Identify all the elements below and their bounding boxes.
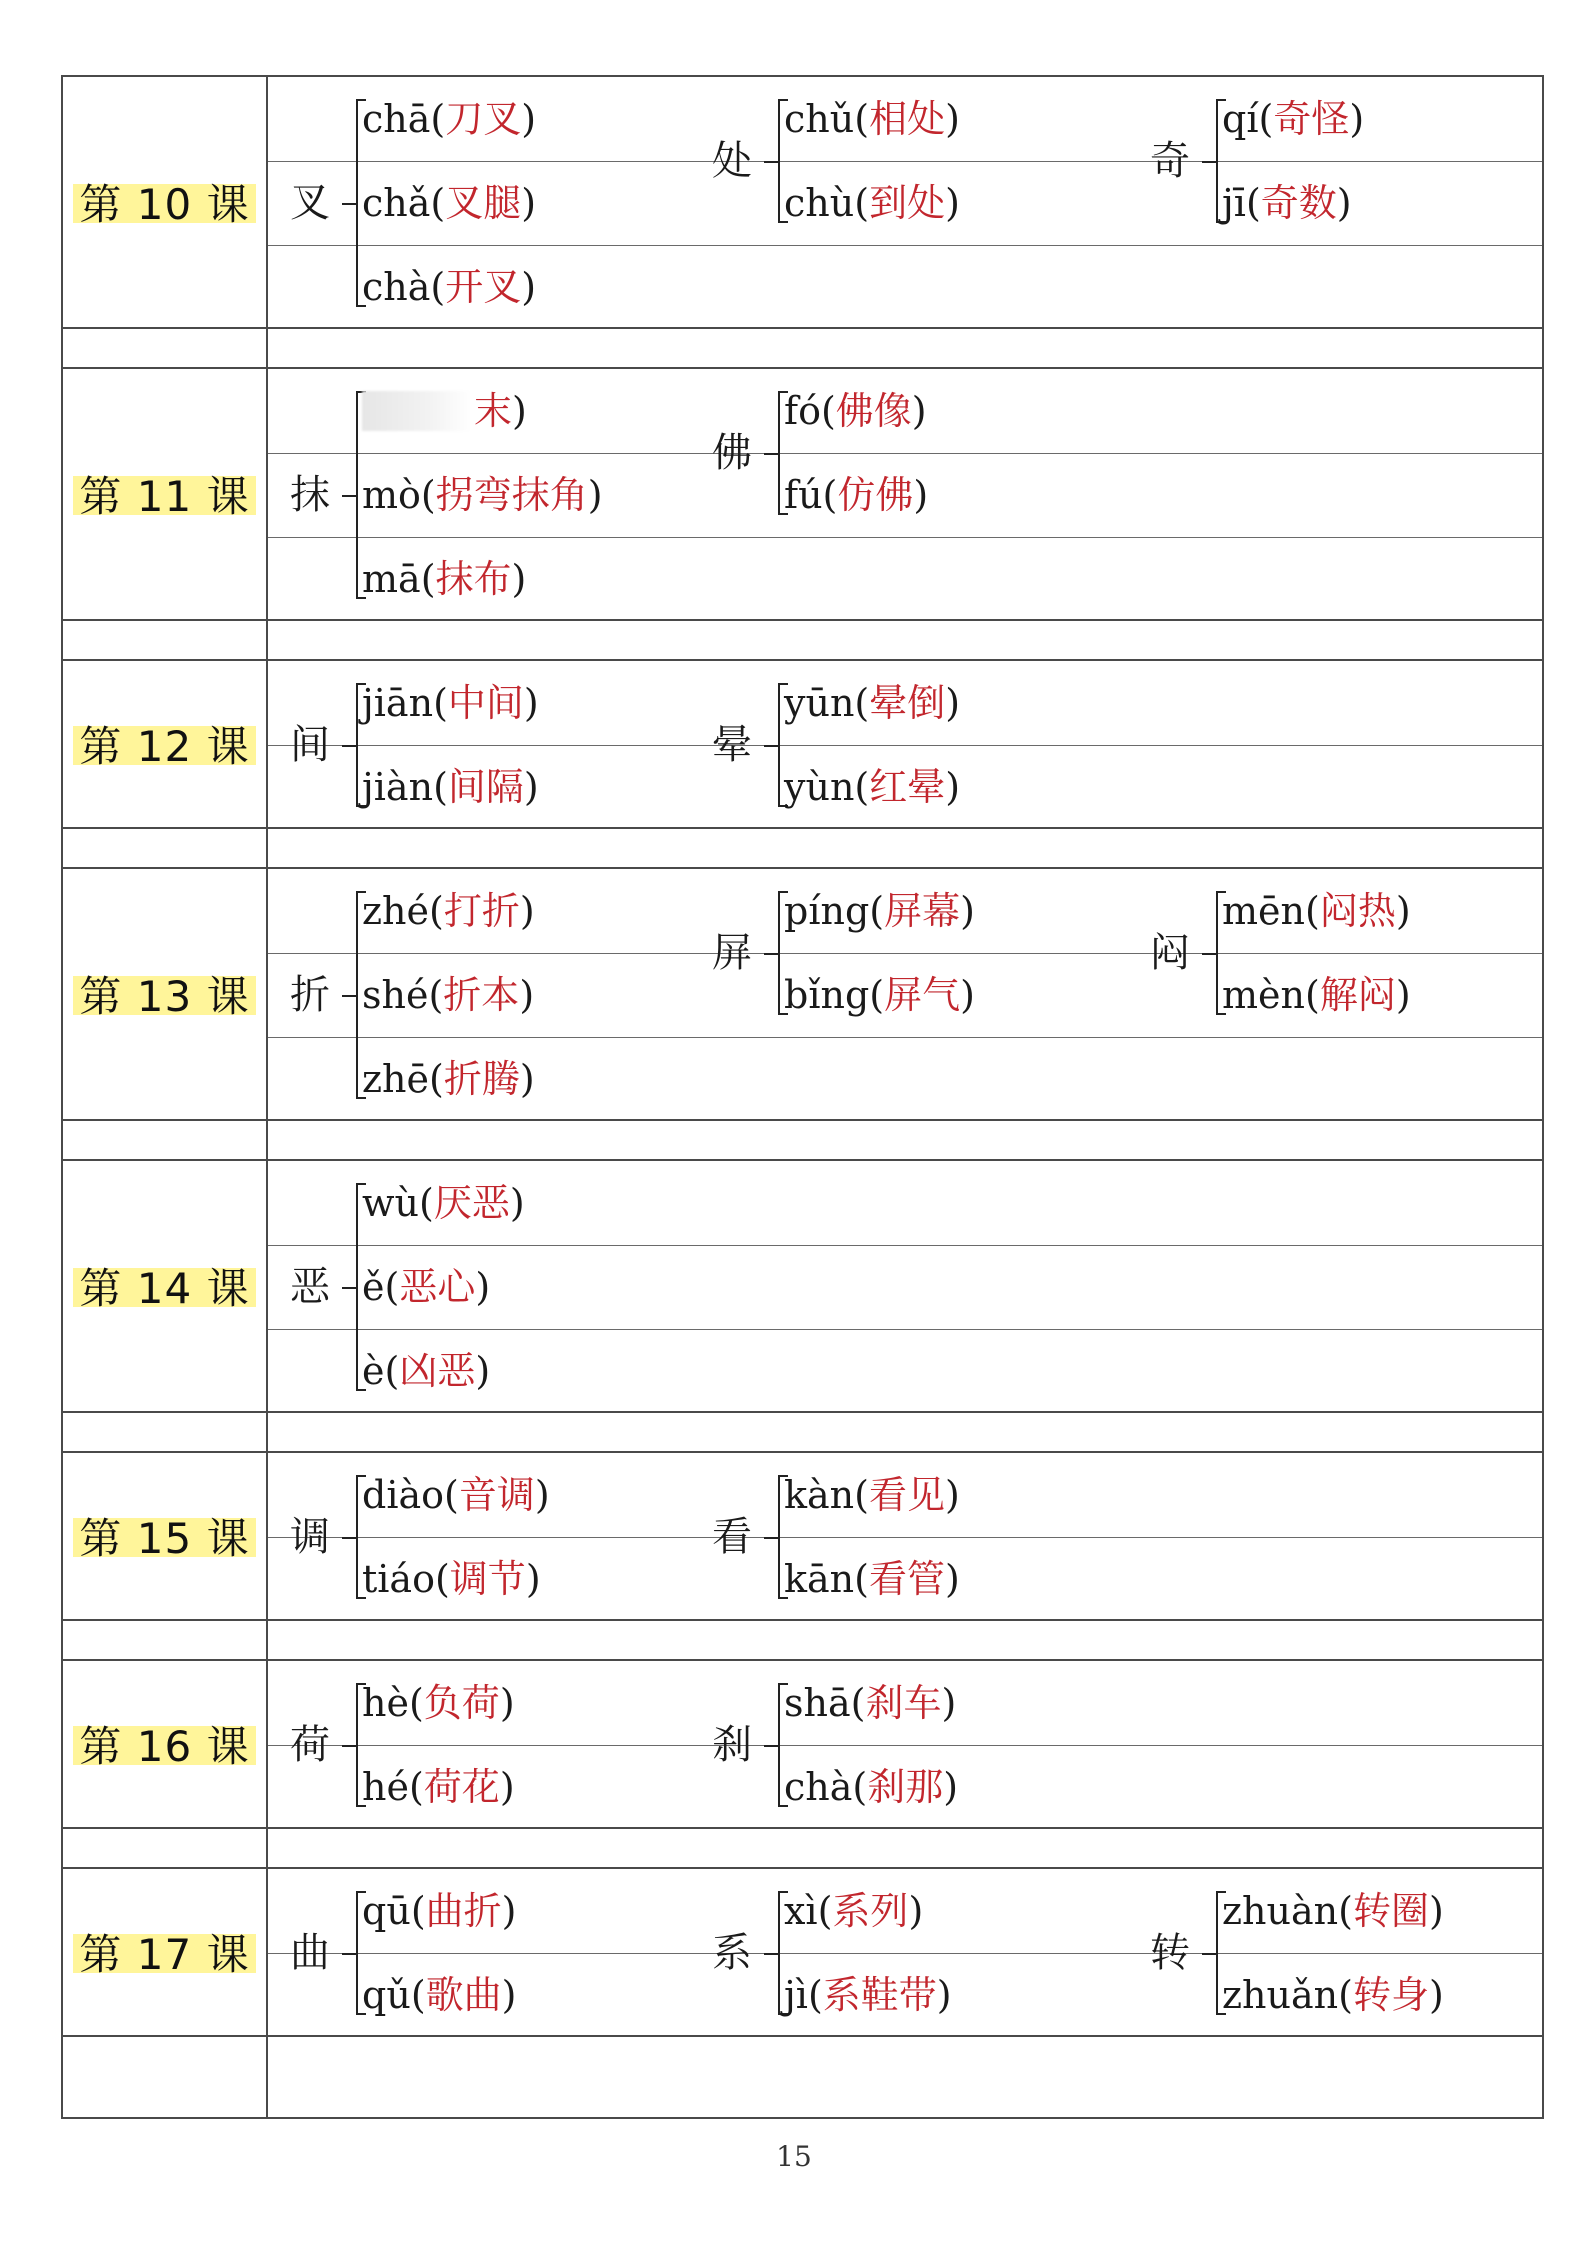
row-rule <box>268 745 1542 746</box>
lesson-row <box>63 1453 1542 1621</box>
blank-row <box>63 2037 1542 2119</box>
brace-tick <box>764 953 778 955</box>
close-paren: ) <box>945 765 961 809</box>
lesson-row <box>63 1161 1542 1413</box>
pinyin: qí <box>1222 97 1259 141</box>
pronunciation-entry <box>362 1681 515 1725</box>
lesson-label-cell <box>63 1661 268 1827</box>
close-paren: ) <box>936 1973 952 2017</box>
pronunciation-entry <box>362 765 539 809</box>
open-paren: ( <box>807 1973 823 2017</box>
example-word: 打折 <box>443 889 520 933</box>
row-rule <box>268 245 1542 246</box>
pinyin: bǐng <box>784 973 870 1017</box>
polyphone-character: 刹 <box>712 1722 752 1768</box>
brace-tick <box>764 161 778 163</box>
example-word: 折腾 <box>443 1057 520 1101</box>
brace-tick <box>764 1745 778 1747</box>
pinyin: píng <box>784 889 870 933</box>
polyphone-character: 晕 <box>712 722 752 768</box>
column-divider <box>266 1121 268 1159</box>
example-word: 奇怪 <box>1273 97 1350 141</box>
close-paren: ) <box>501 1973 517 2017</box>
lesson-title: 第 12 课 <box>73 714 255 774</box>
pinyin: mēn <box>1222 889 1305 933</box>
pinyin: jiàn <box>362 765 434 809</box>
lesson-title: 第 15 课 <box>73 1506 255 1566</box>
lesson-content-cell <box>268 1661 1542 1827</box>
brace-tick <box>342 203 356 205</box>
brace-tick <box>764 745 778 747</box>
pinyin: hè <box>362 1681 409 1725</box>
lesson-label-cell <box>63 369 268 619</box>
pronunciation-entry <box>784 1557 960 1601</box>
pronunciation-entry <box>1222 181 1352 225</box>
pronunciation-entry <box>362 1349 490 1393</box>
open-paren: ( <box>428 973 444 1017</box>
column-divider <box>266 329 268 367</box>
pinyin: è <box>362 1349 385 1393</box>
close-paren: ) <box>1428 1973 1444 2017</box>
brace-tick <box>764 453 778 455</box>
example-word: 看见 <box>868 1473 945 1517</box>
close-paren: ) <box>945 681 961 725</box>
close-paren: ) <box>523 681 539 725</box>
blank-row <box>63 829 1542 869</box>
example-word: 佛像 <box>835 389 912 433</box>
open-paren: ( <box>420 557 436 601</box>
close-paren: ) <box>519 1057 535 1101</box>
example-word: 闷热 <box>1319 889 1396 933</box>
close-paren: ) <box>1395 973 1411 1017</box>
close-paren: ) <box>913 473 929 517</box>
lesson-row <box>63 369 1542 621</box>
close-paren: ) <box>941 1681 957 1725</box>
pronunciation-entry <box>1222 1973 1444 2017</box>
example-word: 中间 <box>447 681 524 725</box>
example-word: 刹那 <box>867 1765 944 1809</box>
close-paren: ) <box>512 389 527 433</box>
pinyin: xì <box>784 1889 818 1933</box>
pronunciation-entry <box>1222 973 1411 1017</box>
pronunciation-entry <box>784 889 975 933</box>
polyphone-character: 系 <box>712 1930 752 1976</box>
polyphone-character: 处 <box>712 138 752 184</box>
pinyin: wù <box>362 1181 419 1225</box>
close-paren: ) <box>1349 97 1365 141</box>
blank-row <box>63 1121 1542 1161</box>
blank-row <box>63 1413 1542 1453</box>
example-word: 厌恶 <box>433 1181 510 1225</box>
lesson-title: 第 13 课 <box>73 964 255 1024</box>
example-word: 刹车 <box>865 1681 942 1725</box>
open-paren: ( <box>869 889 885 933</box>
pinyin: shā <box>784 1681 851 1725</box>
pronunciation-entry <box>784 181 960 225</box>
row-rule <box>268 161 1542 162</box>
pinyin: shé <box>362 973 429 1017</box>
example-word: 看管 <box>868 1557 945 1601</box>
pronunciation-entry <box>1222 889 1411 933</box>
open-paren: ( <box>854 181 870 225</box>
pronunciation-entry <box>784 473 928 517</box>
brace-tick <box>342 995 356 997</box>
open-paren: ( <box>817 1889 833 1933</box>
polyphone-character: 佛 <box>712 430 752 476</box>
example-word: 荷花 <box>423 1765 500 1809</box>
close-paren: ) <box>519 889 535 933</box>
example-word: 屏气 <box>884 973 961 1017</box>
pinyin: qǔ <box>362 1973 411 2017</box>
brace-tick <box>342 1745 356 1747</box>
pinyin: zhé <box>362 889 429 933</box>
row-rule <box>268 1329 1542 1330</box>
close-paren: ) <box>521 97 537 141</box>
close-paren: ) <box>945 97 960 141</box>
pronunciation-entry <box>784 765 960 809</box>
lesson-label-cell <box>63 661 268 827</box>
open-paren: ( <box>822 473 838 517</box>
pinyin: jì <box>784 1973 808 2017</box>
example-word: 开叉 <box>445 265 522 309</box>
pinyin: yūn <box>784 681 855 725</box>
brace-tick <box>1202 953 1216 955</box>
polyphone-character: 奇 <box>1150 138 1190 184</box>
close-paren: ) <box>943 1765 959 1809</box>
close-paren: ) <box>908 1889 924 1933</box>
pinyin: chà <box>362 265 431 309</box>
pronunciation-entry <box>362 97 536 141</box>
pinyin: zhē <box>362 1057 429 1101</box>
pinyin: mā <box>362 557 421 601</box>
lesson-label-cell <box>63 1453 268 1619</box>
pinyin: chù <box>784 181 855 225</box>
pinyin: jī <box>1222 181 1246 225</box>
example-word: 解闷 <box>1319 973 1396 1017</box>
example-word: 转圈 <box>1352 1889 1429 1933</box>
example-word: 屏幕 <box>884 889 961 933</box>
obscured-region <box>362 391 472 431</box>
lesson-title: 第 11 课 <box>73 464 255 524</box>
open-paren: ( <box>854 681 870 725</box>
polyphone-table <box>61 75 1544 2119</box>
pronunciation-entry <box>362 1889 516 1933</box>
polyphone-character: 屏 <box>712 930 752 976</box>
pronunciation-entry <box>362 1557 541 1601</box>
polyphone-character: 曲 <box>290 1930 330 1976</box>
close-paren: ) <box>1428 1889 1444 1933</box>
open-paren: ( <box>428 1057 444 1101</box>
row-rule <box>268 1537 1542 1538</box>
blank-row <box>63 1621 1542 1661</box>
pronunciation-entry <box>784 1765 958 1809</box>
pronunciation-entry <box>784 1681 956 1725</box>
lesson-content-cell <box>268 869 1542 1119</box>
pinyin: ě <box>362 1265 385 1309</box>
close-paren: ) <box>960 889 975 933</box>
close-paren: ) <box>475 1349 491 1393</box>
pinyin: zhuǎn <box>1222 1973 1339 2017</box>
example-word: 到处 <box>869 181 946 225</box>
example-word: 系鞋带 <box>822 1973 937 2017</box>
pinyin: diào <box>362 1473 445 1517</box>
close-paren: ) <box>945 1557 960 1601</box>
close-paren: ) <box>587 473 603 517</box>
open-paren: ( <box>433 681 448 725</box>
pronunciation-entry <box>784 1889 923 1933</box>
polyphone-character: 抹 <box>290 472 330 518</box>
pronunciation-entry <box>1222 1889 1444 1933</box>
row-rule <box>268 1037 1542 1038</box>
example-word: 系列 <box>832 1889 909 1933</box>
pronunciation-entry <box>362 181 536 225</box>
close-paren: ) <box>521 181 537 225</box>
close-paren: ) <box>501 1889 517 1933</box>
lesson-content-cell <box>268 661 1542 827</box>
pronunciation-entry <box>784 1973 952 2017</box>
lesson-label-cell <box>63 1161 268 1411</box>
example-word: 折本 <box>443 973 520 1017</box>
page-number: 15 <box>776 2140 812 2173</box>
open-paren: ( <box>854 1473 869 1517</box>
pinyin: chǎ <box>362 181 431 225</box>
open-paren: ( <box>430 181 446 225</box>
pinyin: qū <box>362 1889 411 1933</box>
pinyin: tiáo <box>362 1557 435 1601</box>
blank-row <box>63 329 1542 369</box>
pronunciation-entry <box>362 265 536 309</box>
example-word: 负荷 <box>423 1681 500 1725</box>
open-paren: ( <box>1338 1889 1353 1933</box>
polyphone-character: 折 <box>290 972 330 1018</box>
example-word: 奇数 <box>1260 181 1337 225</box>
pronunciation-entry <box>362 889 535 933</box>
polyphone-character: 恶 <box>290 1264 330 1310</box>
pronunciation-entry <box>784 973 975 1017</box>
pinyin: chǔ <box>784 97 855 141</box>
row-rule <box>268 953 1542 954</box>
open-paren: ( <box>384 1265 400 1309</box>
open-paren: ( <box>428 889 444 933</box>
row-rule <box>268 1953 1542 1954</box>
brace-tick <box>1202 161 1216 163</box>
open-paren: ( <box>854 97 870 141</box>
close-paren: ) <box>1336 181 1352 225</box>
pinyin: hé <box>362 1765 409 1809</box>
close-paren: ) <box>960 973 975 1017</box>
open-paren: ( <box>1258 97 1274 141</box>
lesson-label-cell <box>63 869 268 1119</box>
open-paren: ( <box>850 1681 866 1725</box>
example-word: 转身 <box>1352 1973 1429 2017</box>
open-paren: ( <box>852 1765 868 1809</box>
close-paren: ) <box>945 1473 960 1517</box>
lesson-row <box>63 661 1542 829</box>
pinyin: kàn <box>784 1473 855 1517</box>
open-paren: ( <box>854 765 870 809</box>
open-paren: ( <box>1305 889 1320 933</box>
lesson-row <box>63 77 1542 329</box>
open-paren: ( <box>384 1349 400 1393</box>
close-paren: ) <box>511 557 527 601</box>
pinyin: mò <box>362 473 421 517</box>
lesson-row <box>63 869 1542 1121</box>
close-paren: ) <box>521 265 537 309</box>
pinyin: zhuàn <box>1222 1889 1339 1933</box>
open-paren: ( <box>433 765 448 809</box>
open-paren: ( <box>820 389 836 433</box>
lesson-content-cell <box>268 1453 1542 1619</box>
lesson-title: 第 17 课 <box>73 1922 255 1982</box>
column-divider <box>266 829 268 867</box>
pinyin: mèn <box>1222 973 1305 1017</box>
lesson-title: 第 16 课 <box>73 1714 255 1774</box>
lesson-row <box>63 1661 1542 1829</box>
close-paren: ) <box>475 1265 491 1309</box>
pronunciation-entry <box>362 1265 490 1309</box>
polyphone-character: 间 <box>290 722 330 768</box>
close-paren: ) <box>525 1557 541 1601</box>
brace-tick <box>764 1953 778 1955</box>
pronunciation-entry <box>784 1473 960 1517</box>
column-divider <box>266 1829 268 1867</box>
polyphone-character: 看 <box>712 1514 752 1560</box>
pinyin: kān <box>784 1557 855 1601</box>
example-word: 末 <box>474 389 513 433</box>
pinyin: fó <box>784 389 821 433</box>
lesson-content-cell <box>268 1161 1542 1411</box>
pronunciation-entry <box>362 1765 515 1809</box>
example-word: 晕倒 <box>869 681 946 725</box>
row-rule <box>268 453 1542 454</box>
column-divider <box>266 1413 268 1451</box>
pronunciation-entry <box>362 473 603 517</box>
row-rule <box>268 537 1542 538</box>
polyphone-character: 荷 <box>290 1722 330 1768</box>
close-paren: ) <box>499 1765 515 1809</box>
polyphone-character: 闷 <box>1150 930 1190 976</box>
pronunciation-entry <box>784 97 960 141</box>
close-paren: ) <box>523 765 539 809</box>
example-word: 抹布 <box>435 557 512 601</box>
open-paren: ( <box>410 1889 426 1933</box>
column-divider <box>266 1621 268 1659</box>
pronunciation-entry <box>362 1057 535 1101</box>
lesson-content-cell <box>268 77 1542 327</box>
close-paren: ) <box>945 181 960 225</box>
blank-row <box>63 1829 1542 1869</box>
pinyin: jiān <box>362 681 434 725</box>
pinyin: chà <box>784 1765 853 1809</box>
open-paren: ( <box>444 1473 459 1517</box>
lesson-title: 第 10 课 <box>73 172 255 232</box>
example-word: 凶恶 <box>399 1349 476 1393</box>
open-paren: ( <box>1338 1973 1353 2017</box>
close-paren: ) <box>499 1681 515 1725</box>
example-word: 刀叉 <box>445 97 522 141</box>
lesson-label-cell <box>63 1869 268 2035</box>
row-rule <box>268 1745 1542 1746</box>
example-word: 红晕 <box>869 765 946 809</box>
pinyin: chā <box>362 97 431 141</box>
example-word: 间隔 <box>447 765 524 809</box>
example-word: 叉腿 <box>445 181 522 225</box>
pronunciation-entry <box>362 1181 525 1225</box>
brace-tick <box>342 745 356 747</box>
polyphone-character: 转 <box>1150 1930 1190 1976</box>
close-paren: ) <box>911 389 927 433</box>
open-paren: ( <box>419 1181 434 1225</box>
pronunciation-entry <box>1222 97 1364 141</box>
example-word: 调节 <box>449 1557 526 1601</box>
brace-tick <box>1202 1953 1216 1955</box>
brace-tick <box>342 1287 356 1289</box>
example-word: 仿佛 <box>837 473 914 517</box>
pronunciation-entry <box>362 389 527 433</box>
open-paren: ( <box>1305 973 1320 1017</box>
column-divider <box>266 621 268 659</box>
brace-tick <box>342 1537 356 1539</box>
pronunciation-entry <box>784 389 927 433</box>
close-paren: ) <box>519 973 535 1017</box>
example-word: 歌曲 <box>425 1973 502 2017</box>
close-paren: ) <box>534 1473 550 1517</box>
pronunciation-entry <box>784 681 960 725</box>
pronunciation-entry <box>362 973 534 1017</box>
open-paren: ( <box>420 473 436 517</box>
lesson-content-cell <box>268 369 1542 619</box>
lesson-title: 第 14 课 <box>73 1256 255 1316</box>
example-word: 音调 <box>458 1473 535 1517</box>
brace-tick <box>342 1953 356 1955</box>
example-word: 拐弯抹角 <box>435 473 588 517</box>
polyphone-character: 调 <box>290 1514 330 1560</box>
open-paren: ( <box>434 1557 450 1601</box>
pinyin: fú <box>784 473 823 517</box>
pronunciation-entry <box>362 1973 516 2017</box>
pronunciation-entry <box>362 681 539 725</box>
open-paren: ( <box>408 1765 424 1809</box>
close-paren: ) <box>509 1181 525 1225</box>
pronunciation-entry <box>362 1473 550 1517</box>
open-paren: ( <box>430 265 446 309</box>
open-paren: ( <box>869 973 885 1017</box>
example-word: 相处 <box>869 97 946 141</box>
lesson-content-cell <box>268 1869 1542 2035</box>
pinyin: yùn <box>784 765 855 809</box>
open-paren: ( <box>1245 181 1261 225</box>
open-paren: ( <box>430 97 446 141</box>
brace-tick <box>342 495 356 497</box>
example-word: 恶心 <box>399 1265 476 1309</box>
column-divider <box>266 2037 268 2117</box>
blank-row <box>63 621 1542 661</box>
open-paren: ( <box>408 1681 424 1725</box>
lesson-row <box>63 1869 1542 2037</box>
row-rule <box>268 1245 1542 1246</box>
pronunciation-entry <box>362 557 526 601</box>
open-paren: ( <box>854 1557 869 1601</box>
brace-tick <box>764 1537 778 1539</box>
close-paren: ) <box>1395 889 1411 933</box>
open-paren: ( <box>410 1973 426 2017</box>
polyphone-character: 叉 <box>290 180 330 226</box>
example-word: 曲折 <box>425 1889 502 1933</box>
lesson-label-cell <box>63 77 268 327</box>
